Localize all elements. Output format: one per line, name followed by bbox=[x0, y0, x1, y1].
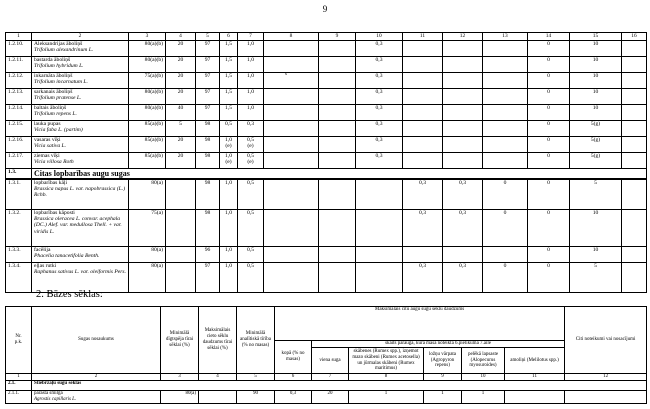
column-number-row bbox=[6, 33, 647, 41]
cell-col16 bbox=[622, 153, 647, 169]
cell-col16 bbox=[622, 210, 647, 247]
table-row bbox=[6, 105, 647, 121]
cell-col12 bbox=[443, 137, 483, 153]
column-number: 7 bbox=[238, 33, 264, 41]
species-name: bastarda āboliņš bbox=[34, 57, 71, 63]
cell-col13 bbox=[483, 57, 528, 73]
cell-col7: 0,3 bbox=[238, 121, 264, 137]
cell-col12 bbox=[443, 41, 483, 57]
cell-col16 bbox=[622, 41, 647, 57]
section-row bbox=[6, 169, 647, 180]
cell-col12 bbox=[443, 89, 483, 105]
species-name-cell bbox=[32, 89, 129, 105]
cell-col9 bbox=[319, 153, 356, 169]
cell-hard-seeds bbox=[166, 247, 196, 263]
cell-col6: 1,0 bbox=[220, 179, 238, 210]
cell-purity: 97 bbox=[196, 89, 220, 105]
column-number: 6 bbox=[275, 374, 312, 381]
cell-col11 bbox=[403, 247, 443, 263]
hdr-min-germination: Minimālā dīgtspēja tīrai sēklai (%) bbox=[161, 307, 199, 374]
hdr-melilotus: amoliņi (Melilotus spp.) bbox=[505, 348, 565, 374]
forage-seed-table bbox=[5, 32, 647, 293]
cell-col10: 0,3 bbox=[356, 153, 403, 169]
row-number: 1.2.10. bbox=[6, 41, 32, 57]
hdr-total-mass: kopā (% no masas) bbox=[275, 341, 312, 374]
cell-col16 bbox=[622, 73, 647, 89]
cell-col10 bbox=[356, 247, 403, 263]
cell-col8 bbox=[264, 179, 319, 210]
column-number: 7 bbox=[312, 374, 349, 381]
species-name-cell bbox=[32, 391, 161, 404]
column-number: 9 bbox=[319, 33, 356, 41]
hdr-group-title: Maksimālais citu augu sugu sēklu daudzums bbox=[374, 307, 465, 312]
cell-col7: 1,0 bbox=[238, 89, 264, 105]
hdr-rumex: skābenes (Rumex spp.), izņemot mazo skābeni (Rumex acetosella) un jūrmalas skābeni (Rumex maritimus) bbox=[349, 348, 424, 374]
cell-col12 bbox=[443, 73, 483, 89]
species-latin-name: Phacelia tanacetifolia Benth. bbox=[34, 253, 100, 260]
cell-col15: 5(g) bbox=[570, 137, 622, 153]
cell-col10: 0,3 bbox=[356, 137, 403, 153]
cell-col12 bbox=[443, 153, 483, 169]
table-row bbox=[6, 391, 647, 404]
column-number: 11 bbox=[505, 374, 565, 381]
cell-col14: 0 bbox=[528, 89, 570, 105]
hdr-other-species-group bbox=[275, 307, 565, 341]
cell-conditions bbox=[565, 391, 647, 404]
cell-col10 bbox=[356, 210, 403, 247]
cell-col7: 0,5 bbox=[238, 179, 264, 210]
cell-col6: 1,0 (e) bbox=[220, 153, 238, 169]
cell-germination: 80(a)(b) bbox=[129, 89, 166, 105]
cell-col13 bbox=[483, 73, 528, 89]
column-number: 12 bbox=[443, 33, 483, 41]
column-number: 12 bbox=[565, 374, 647, 381]
hdr-group-subtitle: skaits paraugā, kura masa noteikta 6.pielikuma 7.ailē bbox=[312, 341, 565, 348]
cell-col12: 0,3 bbox=[443, 263, 483, 293]
species-name: parastā smilga bbox=[34, 391, 63, 396]
cell-col8 bbox=[264, 263, 319, 293]
table-row bbox=[6, 179, 647, 210]
cell-col9 bbox=[319, 121, 356, 137]
cell-germination: 80(a) bbox=[129, 263, 166, 293]
cell-col16 bbox=[622, 57, 647, 73]
cell-col7: 0,5 (e) bbox=[238, 137, 264, 153]
hdr-alopecurus: pelēkā lapsaste (Alopecurus myosuroides) bbox=[462, 348, 505, 374]
cell-col7: 1,0 bbox=[238, 57, 264, 73]
species-name-cell bbox=[32, 210, 129, 247]
row-number: 1.2.14. bbox=[6, 105, 32, 121]
cell-col16 bbox=[622, 263, 647, 293]
cell-col16 bbox=[622, 89, 647, 105]
table-row bbox=[6, 57, 647, 73]
cell-col9 bbox=[319, 89, 356, 105]
cell-col6: 1,5 bbox=[220, 41, 238, 57]
column-number: 3 bbox=[161, 374, 199, 381]
cell-col11: 0,3 bbox=[403, 179, 443, 210]
cell-col16 bbox=[622, 247, 647, 263]
cell-col6: 1,5 bbox=[220, 89, 238, 105]
cell-col7: 0,5 bbox=[238, 247, 264, 263]
species-latin-name: Vicia sativa L. bbox=[34, 143, 67, 150]
cell-col10: 0,3 bbox=[356, 121, 403, 137]
species-name: sarkanais āboliņš bbox=[34, 89, 73, 95]
cell-col10: 0,3 bbox=[356, 73, 403, 89]
cell-col15: 5 bbox=[570, 179, 622, 210]
species-name-cell bbox=[32, 121, 129, 137]
cell-col15: 10 bbox=[570, 247, 622, 263]
column-number: 11 bbox=[403, 33, 443, 41]
cell-col15: 10 bbox=[570, 210, 622, 247]
cell-col9 bbox=[319, 179, 356, 210]
cell-col13: 0 bbox=[483, 263, 528, 293]
cell-col8 bbox=[264, 121, 319, 137]
cell-col14: 0 bbox=[528, 57, 570, 73]
cell-col7: 0,5 bbox=[238, 210, 264, 247]
cell-col14: 0 bbox=[528, 41, 570, 57]
cell-col12 bbox=[443, 247, 483, 263]
cell-col15: 10 bbox=[570, 73, 622, 89]
cell-col12 bbox=[443, 57, 483, 73]
cell-purity: 98 bbox=[196, 153, 220, 169]
cell-col9 bbox=[319, 41, 356, 57]
cell-col7: 0,5 (e) bbox=[238, 153, 264, 169]
cell-germination: 80(a)(b) bbox=[129, 105, 166, 121]
column-number: 1 bbox=[6, 374, 32, 381]
cell-col9 bbox=[319, 73, 356, 89]
cell-hard-seeds bbox=[166, 263, 196, 293]
species-name-cell bbox=[32, 41, 129, 57]
hdr-min-purity: Minimālā analītiskā tīrība (% no masas) bbox=[237, 307, 275, 374]
base-seed-table bbox=[5, 306, 647, 404]
row-number: 1.3.1. bbox=[6, 179, 32, 210]
cell-col15: 10 bbox=[570, 41, 622, 57]
cell-col6: 0,5 bbox=[220, 121, 238, 137]
column-number: 9 bbox=[424, 374, 462, 381]
cell-col8 bbox=[264, 89, 319, 105]
hdr-other-conditions: Citi noteikumi vai nosacījumi bbox=[565, 307, 647, 374]
section-2-title: 2. Bāzes sēklas: bbox=[36, 289, 103, 300]
cell-col11 bbox=[403, 89, 443, 105]
cell-col11 bbox=[403, 121, 443, 137]
species-name: facēlija bbox=[34, 247, 51, 253]
species-name-cell bbox=[32, 263, 129, 293]
cell-germination: 85(a)(b) bbox=[129, 153, 166, 169]
section-number: 1.3. bbox=[6, 169, 32, 180]
cell-col15: 5(g) bbox=[570, 121, 622, 137]
species-name-cell bbox=[32, 73, 129, 89]
cell-col7: 1,0 bbox=[238, 105, 264, 121]
table-row bbox=[6, 153, 647, 169]
cell-col13: 0 bbox=[483, 210, 528, 247]
cell-col13 bbox=[483, 105, 528, 121]
cell-purity: 98 bbox=[196, 179, 220, 210]
species-name: vasaras vīķi bbox=[34, 137, 61, 143]
cell-col14: 0 bbox=[528, 210, 570, 247]
column-number: 15 bbox=[570, 33, 622, 41]
cell-col8 bbox=[264, 247, 319, 263]
row-number: 1.2.17. bbox=[6, 153, 32, 169]
cell-purity: 97 bbox=[196, 263, 220, 293]
cell-germination: 75(a)(b) bbox=[129, 73, 166, 89]
cell-col15: 10 bbox=[570, 105, 622, 121]
cell-col11: 0,3 bbox=[403, 210, 443, 247]
cell-col9 bbox=[319, 247, 356, 263]
row-number: 1.3.4. bbox=[6, 263, 32, 293]
species-name: inkarnāta āboliņš bbox=[34, 73, 73, 79]
cell-col11 bbox=[403, 105, 443, 121]
cell-germination: 80(a) bbox=[129, 247, 166, 263]
cell-col8 bbox=[264, 73, 319, 89]
cell-purity: 96 bbox=[196, 247, 220, 263]
cell-purity: 97 bbox=[196, 73, 220, 89]
cell-rumex: 1 bbox=[349, 391, 424, 404]
table-row bbox=[6, 137, 647, 153]
cell-col15: 5 bbox=[570, 263, 622, 293]
row-number: 1.3.2. bbox=[6, 210, 32, 247]
cell-col6: 1,0 bbox=[220, 247, 238, 263]
cell-col13 bbox=[483, 41, 528, 57]
hdr-species-name: Sugas nosaukums bbox=[32, 307, 161, 374]
cell-col7: 1,0 bbox=[238, 41, 264, 57]
species-name-cell bbox=[32, 57, 129, 73]
row-number: 1.2.15. bbox=[6, 121, 32, 137]
column-number: 10 bbox=[462, 374, 505, 381]
cell-col15: 5(g) bbox=[570, 153, 622, 169]
cell-col11 bbox=[403, 41, 443, 57]
cell-col14: 0 bbox=[528, 137, 570, 153]
cell-single-species: 20 bbox=[312, 391, 349, 404]
cell-purity: 97 bbox=[196, 57, 220, 73]
cell-hard-seeds bbox=[166, 210, 196, 247]
species-name: lauka pupas bbox=[34, 121, 61, 127]
section-title: Stiebrzāļu sugu sēklas bbox=[32, 381, 647, 391]
cell-col13 bbox=[483, 153, 528, 169]
row-number: 2.1.1. bbox=[6, 391, 32, 404]
cell-hard-seeds: 20 bbox=[166, 137, 196, 153]
table-row bbox=[6, 247, 647, 263]
species-name-cell bbox=[32, 137, 129, 153]
cell-col14: 0 bbox=[528, 263, 570, 293]
species-name-cell bbox=[32, 153, 129, 169]
species-latin-name: Vicia faba L. (partim) bbox=[34, 127, 83, 134]
cell-col10: 0,3 bbox=[356, 57, 403, 73]
cell-hard-seeds: 40 bbox=[166, 105, 196, 121]
cell-total: 0,3 bbox=[275, 391, 312, 404]
species-latin-name: Brassica oleracea L. convar. acephala (DC.) Alef. var. medullosa Thell. + var. viridis L. bbox=[34, 216, 122, 235]
cell-col13 bbox=[483, 247, 528, 263]
species-name: ziemas vīķi bbox=[34, 153, 60, 159]
cell-col9 bbox=[319, 137, 356, 153]
cell-col8 bbox=[264, 57, 319, 73]
column-number: 10 bbox=[356, 33, 403, 41]
cell-col16 bbox=[622, 179, 647, 210]
cell-germination: 80(a)(b) bbox=[129, 57, 166, 73]
column-number: 3 bbox=[129, 33, 166, 41]
species-name: lopbarības kāposti bbox=[34, 210, 75, 216]
cell-col16 bbox=[622, 121, 647, 137]
cell-col10 bbox=[356, 263, 403, 293]
cell-hard-seeds: 20 bbox=[166, 89, 196, 105]
table-row bbox=[6, 263, 647, 293]
cell-col10: 0,3 bbox=[356, 89, 403, 105]
species-latin-name: Trifolium repens L. bbox=[34, 111, 77, 118]
cell-col9 bbox=[319, 57, 356, 73]
table-row bbox=[6, 121, 647, 137]
species-name: eļļas rutki bbox=[34, 263, 57, 269]
species-name: baltais āboliņš bbox=[34, 105, 67, 111]
cell-col6: 1,5 bbox=[220, 73, 238, 89]
row-number: 1.2.16. bbox=[6, 137, 32, 153]
cell-col14: 0 bbox=[528, 121, 570, 137]
row-number: 1.2.11. bbox=[6, 57, 32, 73]
column-number: 5 bbox=[196, 33, 220, 41]
page-number: 9 bbox=[322, 4, 328, 14]
cell-germination: 80(a) bbox=[161, 391, 199, 404]
table-row bbox=[6, 89, 647, 105]
cell-col6: 1,0 (e) bbox=[220, 137, 238, 153]
cell-hard-seeds: 20 bbox=[166, 57, 196, 73]
cell-purity: 98 bbox=[196, 137, 220, 153]
cell-col11 bbox=[403, 137, 443, 153]
cell-col7: 0,5 bbox=[238, 263, 264, 293]
column-number: 2 bbox=[32, 33, 129, 41]
cell-col9 bbox=[319, 263, 356, 293]
cell-col13: 0 bbox=[483, 179, 528, 210]
cell-col8 bbox=[264, 210, 319, 247]
cell-col10: 0,3 bbox=[356, 41, 403, 57]
row-number: 1.2.13. bbox=[6, 89, 32, 105]
cell-germination: 85(a)(b) bbox=[129, 121, 166, 137]
column-number-row bbox=[6, 374, 647, 381]
cell-col9 bbox=[319, 105, 356, 121]
cell-purity: 98 bbox=[196, 121, 220, 137]
column-number: 8 bbox=[264, 33, 319, 41]
hdr-single-species: viena suga bbox=[312, 348, 349, 374]
cell-col11 bbox=[403, 57, 443, 73]
cell-alopecurus: 1 bbox=[462, 391, 505, 404]
cell-col7: 1,0 bbox=[238, 73, 264, 89]
species-name-cell bbox=[32, 179, 129, 210]
cell-col8 bbox=[264, 153, 319, 169]
column-number: 6 bbox=[220, 33, 238, 41]
hdr-nr: Nr. p.k. bbox=[6, 307, 32, 374]
cell-germination: 75(a) bbox=[129, 210, 166, 247]
cell-col8 bbox=[264, 41, 319, 57]
table-row bbox=[6, 73, 647, 89]
stray-mark: s bbox=[285, 72, 287, 77]
cell-col10 bbox=[356, 179, 403, 210]
cell-col13 bbox=[483, 121, 528, 137]
cell-col8 bbox=[264, 105, 319, 121]
cell-col12: 0,3 bbox=[443, 179, 483, 210]
section-title: Citas lopbarības augu sugas bbox=[32, 169, 647, 180]
cell-col12: 0,3 bbox=[443, 210, 483, 247]
cell-hard-seeds: 5 bbox=[166, 121, 196, 137]
cell-purity: 97 bbox=[196, 41, 220, 57]
cell-purity: 98 bbox=[196, 210, 220, 247]
hdr-max-hard-seeds: Maksimālais cieto sēklu daudzums tīrai sēklai (%) bbox=[199, 307, 237, 374]
column-number: 5 bbox=[237, 374, 275, 381]
column-number: 2 bbox=[32, 374, 161, 381]
cell-agropyron: 1 bbox=[424, 391, 462, 404]
cell-col6: 1,0 bbox=[220, 210, 238, 247]
cell-germination: 80(a) bbox=[129, 179, 166, 210]
cell-hard-seeds bbox=[199, 391, 237, 404]
cell-germination: 80(a)(b) bbox=[129, 41, 166, 57]
species-name-cell bbox=[32, 105, 129, 121]
cell-col6: 1,5 bbox=[220, 57, 238, 73]
species-name: lopbarības kāļi bbox=[34, 180, 68, 186]
species-name: Aleksandrijas āboliņš bbox=[34, 41, 83, 47]
column-number: 1 bbox=[6, 33, 32, 41]
cell-col14: 0 bbox=[528, 179, 570, 210]
cell-col15: 10 bbox=[570, 57, 622, 73]
cell-hard-seeds: 20 bbox=[166, 73, 196, 89]
species-latin-name: Vicia villosa Roth bbox=[34, 159, 74, 166]
cell-col11 bbox=[403, 153, 443, 169]
species-latin-name: Trifolium hybridum L. bbox=[34, 63, 84, 70]
cell-col15: 10 bbox=[570, 89, 622, 105]
column-number: 8 bbox=[349, 374, 424, 381]
cell-col6: 1,0 bbox=[220, 263, 238, 293]
cell-col11: 0,3 bbox=[403, 263, 443, 293]
table-row bbox=[6, 210, 647, 247]
species-latin-name: Agrostis capillaris L. bbox=[34, 396, 77, 402]
cell-purity: 90 bbox=[237, 391, 275, 404]
cell-col12 bbox=[443, 121, 483, 137]
cell-col6: 1,5 bbox=[220, 105, 238, 121]
cell-col16 bbox=[622, 105, 647, 121]
cell-col12 bbox=[443, 105, 483, 121]
hdr-agropyron: ložņu vārpata (Agropyron repens) bbox=[424, 348, 462, 374]
column-number: 4 bbox=[199, 374, 237, 381]
section-number: 2.1. bbox=[6, 381, 32, 391]
cell-col13 bbox=[483, 137, 528, 153]
cell-purity: 97 bbox=[196, 105, 220, 121]
cell-col11 bbox=[403, 73, 443, 89]
column-number: 14 bbox=[528, 33, 570, 41]
section-row bbox=[6, 381, 647, 391]
species-latin-name: Trifolium alexandrinum L. bbox=[34, 47, 94, 54]
cell-col14: 0 bbox=[528, 153, 570, 169]
species-latin-name: Trifolium incarnatum L. bbox=[34, 79, 88, 86]
cell-hard-seeds bbox=[166, 179, 196, 210]
cell-col10: 0,3 bbox=[356, 105, 403, 121]
species-name-cell bbox=[32, 247, 129, 263]
cell-col8 bbox=[264, 137, 319, 153]
cell-germination: 85(a)(b) bbox=[129, 137, 166, 153]
cell-col14: 0 bbox=[528, 247, 570, 263]
cell-hard-seeds: 20 bbox=[166, 153, 196, 169]
species-latin-name: Brassica napus L. var. napobrassica (L.) Rchb. bbox=[34, 186, 126, 199]
cell-col14: 0 bbox=[528, 73, 570, 89]
column-number: 13 bbox=[483, 33, 528, 41]
row-number: 1.3.3. bbox=[6, 247, 32, 263]
column-number: 4 bbox=[166, 33, 196, 41]
row-number: 1.2.12. bbox=[6, 73, 32, 89]
column-number: 16 bbox=[622, 33, 647, 41]
cell-hard-seeds: 20 bbox=[166, 41, 196, 57]
cell-col13 bbox=[483, 89, 528, 105]
cell-col9 bbox=[319, 210, 356, 247]
cell-melilotus bbox=[505, 391, 565, 404]
cell-col14: 0 bbox=[528, 105, 570, 121]
cell-col16 bbox=[622, 137, 647, 153]
species-latin-name: Raphanus sativus L. var. oleiformis Pers. bbox=[34, 269, 126, 276]
species-latin-name: Trifolium pratense L. bbox=[34, 95, 82, 102]
table-row bbox=[6, 41, 647, 57]
